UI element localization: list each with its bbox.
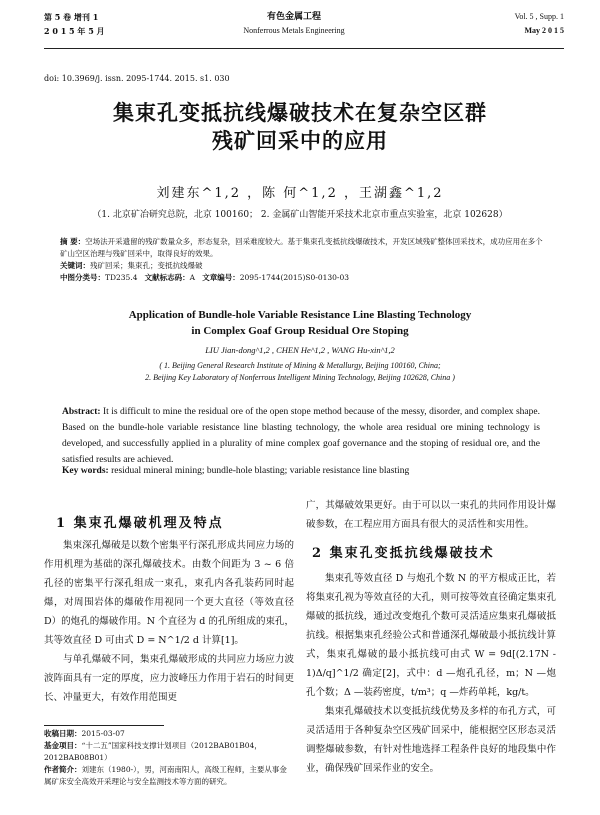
fund-value: “十二五”国家科技支撑计划项目（2012BAB01B04，2012BAB08B01） bbox=[44, 741, 262, 762]
authors-en: LIU Jian-dong^1,2 , CHEN He^1,2 , WANG Hu-xin^1,2 bbox=[205, 345, 395, 355]
section-2-paragraph-2: 集束孔爆破技术以变抵抗线优势及多样的布孔方式，可灵活适用于各种复杂空区残矿回采中，能根据空区形态灵活调整爆破参数，有针对性地选择工程条件良好的地段集中作业，确保残矿回采作业的安全。 bbox=[306, 706, 556, 774]
keywords-en-label: Key words: bbox=[62, 466, 109, 476]
abstract-cn-body bbox=[60, 236, 550, 260]
title-cn-line2: 残矿回采中的应用 bbox=[212, 128, 388, 153]
header-date: 2 0 1 5 年 5 月 bbox=[44, 26, 105, 36]
affiliation-cn: （1. 北京矿冶研究总院，北京 100160； 2. 金属矿山智能开采技术北京市重点实验室，北京 102628） bbox=[92, 210, 508, 220]
abstract-cn-label: 摘 要： bbox=[60, 237, 86, 246]
classification-line bbox=[60, 272, 550, 284]
keywords-cn-label: 关键词： bbox=[60, 261, 90, 270]
doc-code-value: A bbox=[189, 273, 196, 282]
left-column bbox=[44, 536, 294, 707]
abstract-en-text: It is difficult to mine the residual ore of the open stope method because of the messy, disorder, and complex shape. Based on the bundle-hole variable resistance line blasting technology, the whole area residual ore mining technology is developed, and successfully applied in a plurality of mine complex goaf governance and the stoping of residual ore, and the satisfied results are achieved. bbox=[62, 407, 540, 465]
author-bio-value: 刘建东（1980-），男，河南南阳人，高级工程师，主要从事金属矿床安全高效开采理论与安全监测技术等方面的研究。 bbox=[44, 765, 287, 786]
section-1-heading: 1 集束孔爆破机理及特点 bbox=[56, 516, 224, 531]
running-header bbox=[44, 12, 564, 48]
section-2-paragraph-1: 集束孔等效直径 D 与炮孔个数 N 的平方根成正比，若将集束孔视为等效直径的大孔，则可按等效直径确定集束孔爆破的抵抗线，通过改变炮孔个数可灵活适应集束孔爆破抵抗线。根据集束孔经验公式和普通深孔爆破最小抵抗线计算式，集束孔爆破的最小抵抗线可由式 W = 9d[(2.17N - 1)Δ/q]^1/2 确定[2]，式中：d —炮孔孔径，m；N —炮孔个数；Δ —装药密度，t/m³；q —炸药单耗，kg/t。 bbox=[306, 573, 556, 698]
footnote bbox=[44, 728, 294, 788]
affiliation-en bbox=[0, 360, 600, 384]
fund-label: 基金项目： bbox=[44, 741, 82, 750]
received-value: 2015-03-07 bbox=[81, 729, 125, 738]
header-rule bbox=[44, 48, 564, 49]
keywords-en-text: residual mineral mining; bundle-hole blasting; variable resistance line blasting bbox=[108, 466, 410, 476]
title-en-line1: Application of Bundle-hole Variable Resistance Line Blasting Technology bbox=[128, 309, 472, 321]
article-number-label: 文章编号： bbox=[202, 273, 240, 282]
abstract-en bbox=[62, 404, 540, 468]
class-label: 中图分类号： bbox=[60, 273, 105, 282]
header-vol-en: Vol. 5 , Supp. 1 bbox=[514, 12, 564, 21]
keywords-cn-text: 残矿回采；集束孔；变抵抗线爆破 bbox=[90, 261, 203, 270]
authors-cn: 刘建东^1,2 ，陈 何^1,2 ，王湖鑫^1,2 bbox=[156, 186, 444, 201]
abstract-cn-text: 空场法开采遗留的残矿数量众多，形态复杂，回采难度较大。基于集束孔变抵抗线爆破技术，开发区域残矿整体回采技术，成功应用在多个矿山空区治理与残矿回采中，取得良好的效果。 bbox=[60, 237, 543, 258]
header-month-en: May 2 0 1 5 bbox=[524, 26, 564, 35]
section-1-paragraph-2: 与单孔爆破不同，集束孔爆破形成的共同应力场应力波波阵面具有一定的厚度，应力波峰压力作用于岩石的时间更长、冲量更大，有效作用范围更 bbox=[44, 654, 294, 703]
affiliation-en-line1: ( 1. Beijing General Research Institute of Mining & Metallurgy, Beijing 100160, China; bbox=[159, 361, 441, 370]
section-1-paragraph-1: 集束深孔爆破是以数个密集平行深孔形成共同应力场的作用机理为基础的深孔爆破技术。由数个间距为 3 ~ 6 倍孔径的密集平行深孔组成一束孔，束孔内各孔装药同时起爆，对周围岩体的爆破作用视同一个更大直径（等效直径 D）的炮孔的爆破作用。N 个直径为 d 的孔所组成的束孔，其等效直径 D 可由式 D = N^1/2 d 计算[1]。 bbox=[44, 540, 294, 646]
header-journal-cn: 有色金属工程 bbox=[266, 12, 321, 22]
title-cn-line1: 集束孔变抵抗线爆破技术在复杂空区群 bbox=[113, 100, 487, 125]
header-journal-en: Nonferrous Metals Engineering bbox=[243, 26, 345, 35]
header-volume: 第 5 卷 增刊 1 bbox=[44, 12, 99, 22]
received-label: 收稿日期： bbox=[44, 729, 82, 738]
right-column bbox=[306, 496, 556, 778]
section-2-heading: 2 集束孔变抵抗线爆破技术 bbox=[312, 546, 495, 561]
title-en-line2: in Complex Goaf Group Residual Ore Stoping bbox=[191, 325, 409, 337]
abstract-cn bbox=[60, 236, 550, 284]
abstract-en-label: Abstract: bbox=[62, 407, 101, 417]
class-value: TD235.4 bbox=[105, 273, 138, 282]
keywords-cn bbox=[60, 260, 550, 272]
received-date bbox=[44, 728, 294, 740]
keywords-en bbox=[62, 466, 540, 476]
fund-item bbox=[44, 740, 294, 764]
doi: doi: 10.3969/j. issn. 2095-1744. 2015. s1. 030 bbox=[44, 74, 230, 83]
footnote-rule bbox=[44, 725, 164, 726]
section-1-paragraph-3: 广，其爆破效果更好。由于可以以一束孔的共同作用设计爆破参数，在工程应用方面具有很大的灵活性和实用性。 bbox=[306, 500, 556, 530]
author-bio-label: 作者简介： bbox=[44, 765, 82, 774]
doc-code-label: 文献标志码： bbox=[144, 273, 190, 282]
affiliation-en-line2: 2. Beijing Key Laboratory of Nonferrous Intelligent Mining Technology, Beijing 102628, China ) bbox=[145, 373, 455, 382]
article-number-value: 2095-1744(2015)S0-0130-03 bbox=[239, 273, 349, 282]
author-bio bbox=[44, 764, 294, 788]
